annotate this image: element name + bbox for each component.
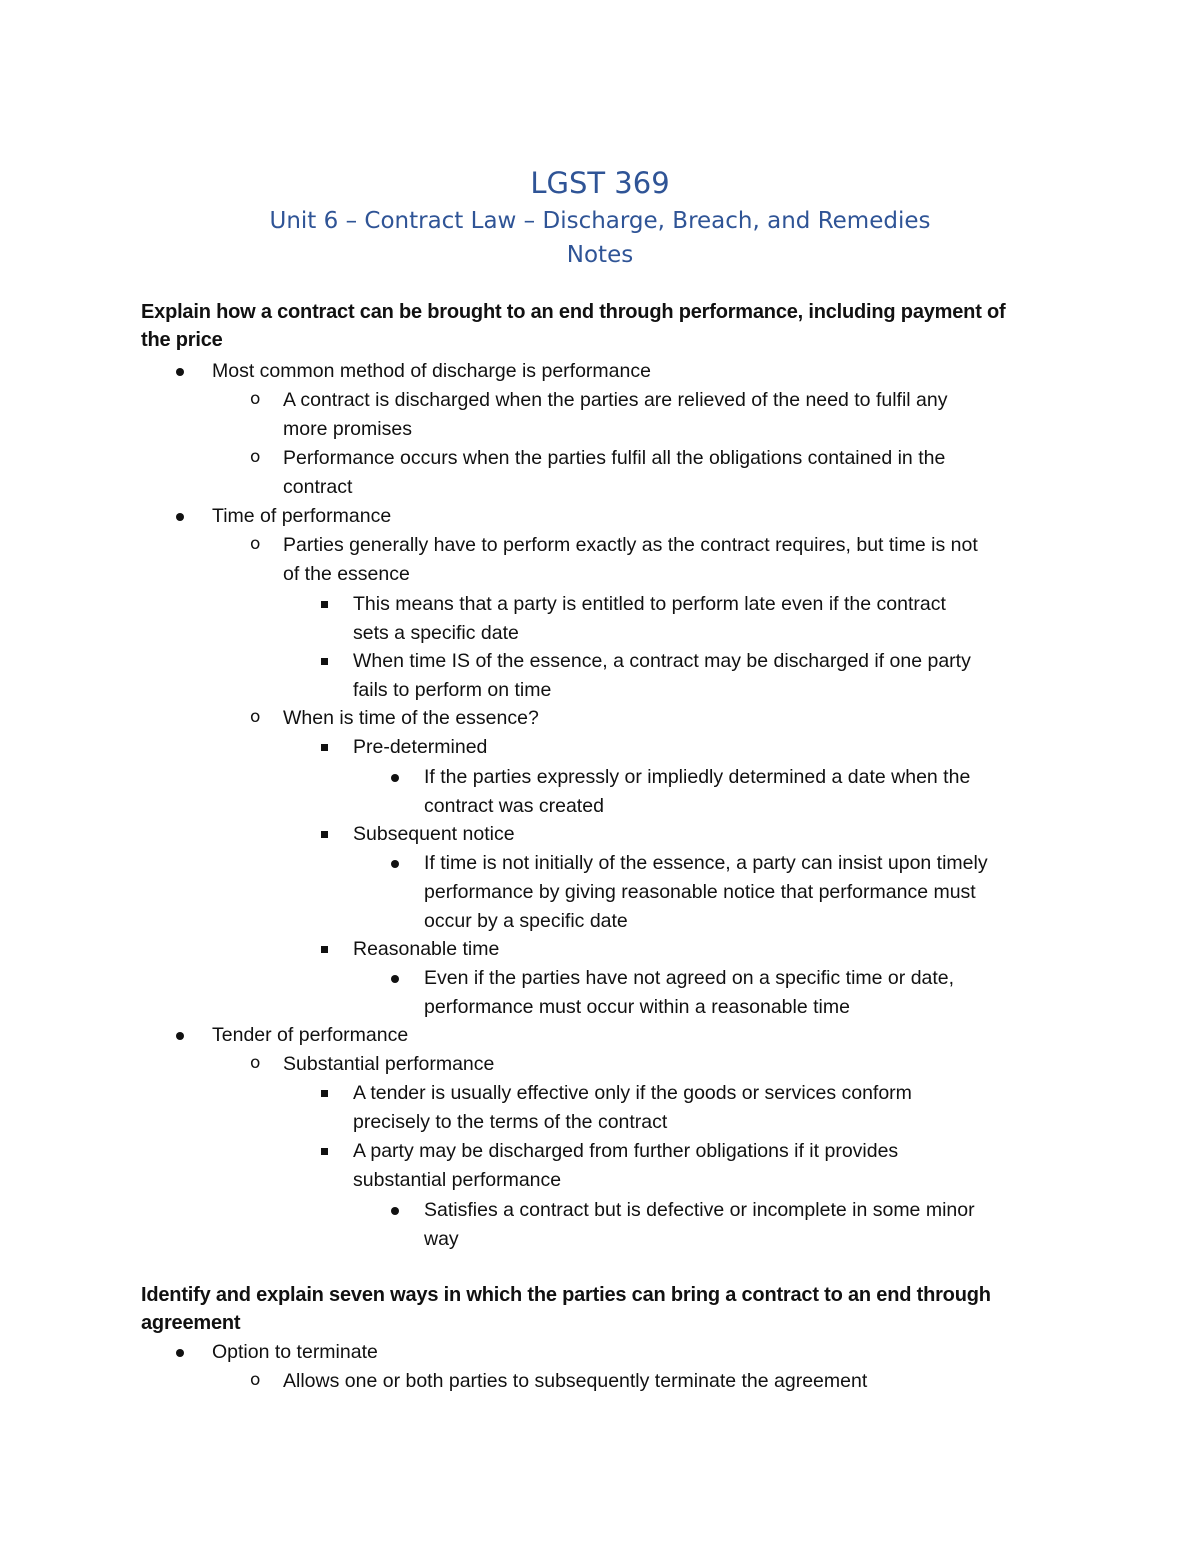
bullet-circle-icon: o (250, 1053, 261, 1073)
list-item-line: performance by giving reasonable notice that performance must (424, 881, 976, 903)
list-item-line: way (424, 1228, 459, 1250)
bullet-square-icon (321, 658, 328, 665)
bullet-disc-icon (391, 860, 399, 868)
list-item-line: contract was created (424, 795, 604, 817)
bullet-square-icon (321, 946, 328, 953)
subtitle-line: Notes (566, 242, 634, 268)
list-item (353, 1137, 1080, 1195)
bullet-disc-icon (391, 975, 399, 983)
list-item-line: A tender is usually effective only if the goods or services conform (353, 1082, 912, 1104)
list-item-line: substantial performance (353, 1169, 562, 1191)
list-item-line: Parties generally have to perform exactly as the contract requires, but time is not (283, 534, 978, 556)
bullet-square-icon (321, 1090, 328, 1097)
subtitle-line: Unit 6 – Contract Law – Discharge, Breach, and Remedies (269, 208, 931, 234)
bullet-circle-icon: o (250, 707, 261, 727)
list-item (283, 704, 1080, 733)
list-item-line: Tender of performance (212, 1024, 409, 1046)
list-item-line: performance must occur within a reasonable time (424, 996, 850, 1018)
list-item (283, 531, 1080, 589)
list-item (212, 1338, 1080, 1367)
section-heading-line: Explain how a contract can be brought to an end through performance, including payment of (141, 301, 1006, 323)
list-item-line: Pre-determined (353, 736, 488, 758)
section-heading-line: Identify and explain seven ways in which the parties can bring a contract to an end through (141, 1284, 991, 1306)
list-item-line: A contract is discharged when the parties are relieved of the need to fulfil any (283, 389, 948, 411)
list-item-line: contract (283, 476, 353, 498)
bullet-disc-icon (176, 1349, 184, 1357)
list-item (353, 733, 1080, 762)
document-subtitle (0, 204, 1200, 272)
list-item (353, 590, 1080, 648)
list-item-line: Even if the parties have not agreed on a specific time or date, (424, 967, 955, 989)
bullet-disc-icon (176, 1032, 184, 1040)
list-item-line: Reasonable time (353, 938, 500, 960)
list-item (212, 357, 1080, 386)
list-item (353, 647, 1080, 705)
list-item (424, 849, 1080, 936)
list-item-line: Allows one or both parties to subsequently terminate the agreement (283, 1370, 868, 1392)
bullet-circle-icon: o (250, 389, 261, 409)
list-item-line: If time is not initially of the essence, a party can insist upon timely (424, 852, 988, 874)
list-item (283, 1050, 1080, 1079)
list-item-line: of the essence (283, 563, 410, 585)
section-heading-line: agreement (141, 1312, 241, 1334)
list-item (353, 935, 1080, 964)
bullet-disc-icon (391, 1207, 399, 1215)
list-item (424, 1196, 1080, 1254)
list-item-line: When is time of the essence? (283, 707, 539, 729)
list-item-line: Most common method of discharge is performance (212, 360, 651, 382)
list-item (212, 1021, 1080, 1050)
list-item-line: fails to perform on time (353, 679, 552, 701)
list-item-line: Subsequent notice (353, 823, 515, 845)
list-item-line: If the parties expressly or impliedly determined a date when the (424, 766, 971, 788)
list-item-line: precisely to the terms of the contract (353, 1111, 668, 1133)
bullet-circle-icon: o (250, 534, 261, 554)
bullet-square-icon (321, 744, 328, 751)
list-item (353, 1079, 1080, 1137)
list-item (283, 1367, 1080, 1396)
document-title: LGST 369 (530, 166, 670, 200)
list-item (212, 502, 1080, 531)
list-item-line: more promises (283, 418, 412, 440)
list-item-line: A party may be discharged from further obligations if it provides (353, 1140, 899, 1162)
list-item-line: Time of performance (212, 505, 392, 527)
list-item (283, 444, 1080, 502)
bullet-disc-icon (176, 513, 184, 521)
section-heading (141, 298, 1071, 354)
list-item-line: Performance occurs when the parties fulfil all the obligations contained in the (283, 447, 946, 469)
list-item (283, 386, 1080, 444)
section-heading (141, 1281, 1071, 1337)
bullet-disc-icon (176, 368, 184, 376)
list-item-line: Satisfies a contract but is defective or incomplete in some minor (424, 1199, 975, 1221)
bullet-square-icon (321, 831, 328, 838)
list-item-line: Option to terminate (212, 1341, 378, 1363)
bullet-disc-icon (391, 774, 399, 782)
section-heading-line: the price (141, 329, 223, 351)
list-item-line: sets a specific date (353, 622, 519, 644)
bullet-square-icon (321, 1148, 328, 1155)
list-item (424, 964, 1080, 1022)
bullet-circle-icon: o (250, 1370, 261, 1390)
list-item-line: This means that a party is entitled to perform late even if the contract (353, 593, 946, 615)
list-item (424, 763, 1080, 821)
bullet-circle-icon: o (250, 447, 261, 467)
bullet-square-icon (321, 601, 328, 608)
list-item-line: When time IS of the essence, a contract may be discharged if one party (353, 650, 971, 672)
list-item (353, 820, 1080, 849)
list-item-line: Substantial performance (283, 1053, 495, 1075)
list-item-line: occur by a specific date (424, 910, 628, 932)
